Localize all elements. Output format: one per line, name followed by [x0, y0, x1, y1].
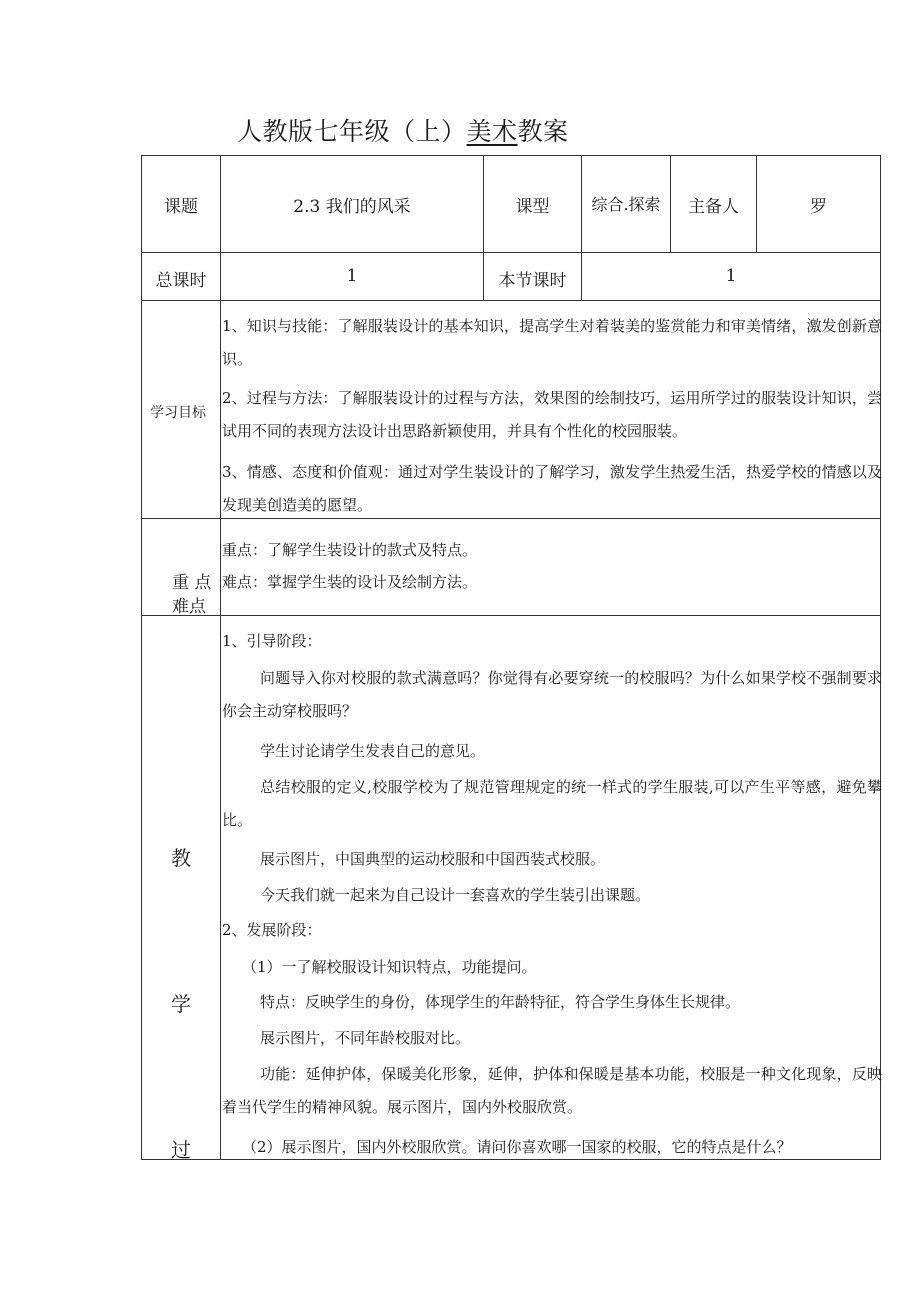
label-key-point: 重 点: [172, 573, 212, 593]
label-topic: 课题: [164, 197, 198, 217]
document-title: 人教版七年级（上）美术教案: [237, 117, 569, 146]
label-process-1: 教: [171, 846, 191, 870]
difficulty-text: 难点：掌握学生装的设计及绘制方法。: [222, 573, 478, 591]
goal-emotion: 3、情感、态度和价值观：通过对学生装设计的了解学习，激发学生热爱生活，热爱学校的情感以及发现美创造美的愿望。: [222, 463, 882, 514]
author-value: 罗: [810, 197, 827, 217]
stage-2-compare: 展示图片，不同年龄校服对比。: [260, 1029, 471, 1047]
label-total-hours: 总课时: [155, 271, 207, 291]
label-this-hours: 本节课时: [498, 271, 567, 291]
topic-value: 2.3 我们的风采: [293, 197, 411, 217]
stage-2-item-1: （1）一了解校服设计知识特点，功能提问。: [242, 958, 537, 976]
stage-1-intro-topic: 今天我们就一起来为自己设计一套喜欢的学生装引出课题。: [260, 886, 651, 904]
goal-process: 2、过程与方法：了解服装设计的过程与方法，效果图的绘制技巧，运用所学过的服装设计知识，尝试用不同的表现方法设计出思路新颖使用，并具有个性化的校园服装。: [222, 389, 882, 440]
label-author: 主备人: [688, 197, 739, 217]
stage-1-question: 问题导入你对校服的款式满意吗？你觉得有必要穿统一的校服吗？为什么如果学校不强制要求你会主动穿校服吗？: [222, 669, 882, 720]
stage-2-heading: 2、发展阶段：: [222, 921, 322, 939]
stage-1-show-images: 展示图片，中国典型的运动校服和中国西装式校服。: [260, 850, 606, 868]
stage-1-summary: 总结校服的定义,校服学校为了规范管理规定的统一样式的学生服装,可以产生平等感，避免攀比。: [222, 778, 882, 829]
label-learning-goals: 学习目标: [150, 405, 206, 421]
lesson-type-value: 综合.探索: [591, 195, 661, 214]
label-process-3: 过: [171, 1138, 191, 1162]
stage-1-heading: 1、引导阶段：: [222, 632, 322, 650]
key-point-text: 重点：了解学生装设计的款式及特点。: [222, 541, 478, 559]
total-hours-value: 1: [346, 266, 358, 286]
label-lesson-type: 课型: [515, 197, 550, 217]
goal-knowledge: 1、知识与技能：了解服装设计的基本知识，提高学生对着装美的鉴赏能力和审美情绪，激发创新意识。: [222, 317, 882, 368]
stage-2-features: 特点：反映学生的身份，体现学生的年龄特征，符合学生身体生长规律。: [260, 993, 741, 1011]
label-process-2: 学: [171, 992, 191, 1016]
stage-2-item-2: （2）展示图片，国内外校服欣赏。请问你喜欢哪一国家的校服，它的特点是什么？: [242, 1138, 792, 1156]
stage-1-discussion: 学生讨论请学生发表自己的意见。: [260, 742, 486, 760]
title-underlined-word: 美术: [466, 117, 518, 146]
label-difficulty: 难点: [172, 597, 206, 617]
this-hours-value: 1: [725, 266, 737, 286]
stage-2-functions: 功能：延伸护体，保暖美化形象，延伸，护体和保暖是基本功能，校服是一种文化现象，反映着当代学生的精神风貌。展示图片，国内外校服欣赏。: [222, 1065, 882, 1116]
